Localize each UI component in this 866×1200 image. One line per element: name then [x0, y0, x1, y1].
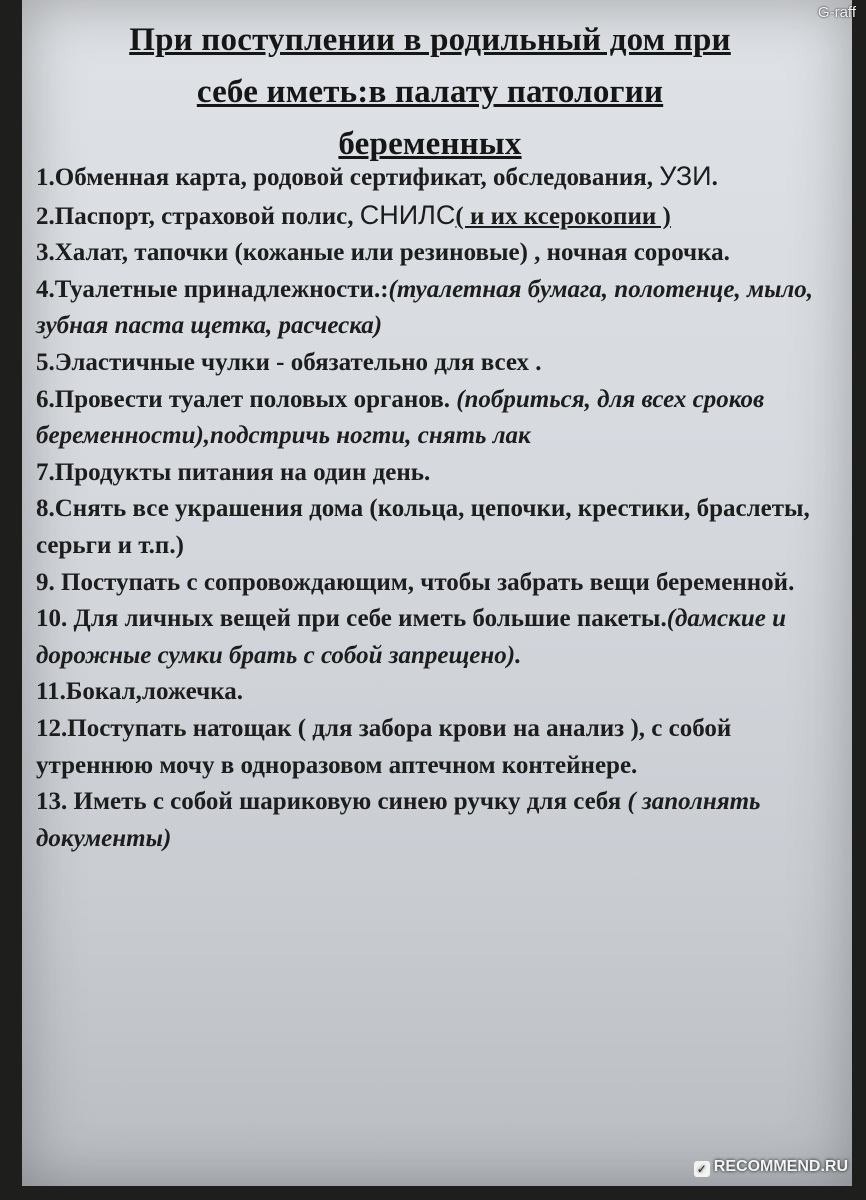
author-watermark: G-raff — [817, 4, 856, 21]
list-item: 9. Поступать с сопровождающим, чтобы забрать вещи беременной. — [36, 568, 795, 596]
notice-title — [30, 14, 830, 170]
list-item: 3.Халат, тапочки (кожаные или резиновые) , ночная сорочка. — [36, 239, 730, 267]
checklist — [36, 158, 832, 857]
list-item: 12.Поступать натощак ( для забора крови на анализ ), с собой утреннюю мочу в одноразовом аптечном контейнере. — [36, 714, 732, 779]
list-item: 11.Бокал,ложечка. — [36, 678, 243, 706]
list-item: 8.Снять все украшения дома (кольца, цепочки, крестики, браслеты, серьги и т.п.) — [36, 495, 810, 559]
list-item: 6.Провести туалет половых органов. (побриться, для всех сроков беременности),подстричь ногти, снять лак — [36, 385, 765, 450]
list-item: 10. Для личных вещей при себе иметь большие пакеты.(дамские и дорожные сумки брать с собой запрещено). — [36, 605, 786, 669]
list-item: 7.Продукты питания на один день. — [36, 458, 431, 486]
title-line-3: беременных — [338, 126, 522, 162]
title-line-2: себе иметь:в палату патологии — [196, 74, 664, 110]
list-item: 1.Обменная карта, родовой сертификат, обследования, УЗИ. — [36, 161, 718, 191]
list-item: 5.Эластичные чулки - обязательно для всех . — [36, 348, 542, 376]
site-credit: ✓ RECOMMEND.RU — [694, 1158, 848, 1177]
list-item: 2.Паспорт, страховой полис, СНИЛС( и их ксерокопии ) — [36, 199, 671, 230]
list-item: 13. Иметь с собой шариковую синею ручку для себя ( заполнять документы) — [36, 788, 761, 852]
recommend-logo-icon: ✓ — [694, 1161, 710, 1177]
list-item: 4.Туалетные принадлежности.:(туалетная бумага, полотенце, мыло, зубная паста щетка, расческа) — [36, 275, 814, 340]
title-line-1: При поступлении в родильный дом при — [129, 22, 731, 58]
